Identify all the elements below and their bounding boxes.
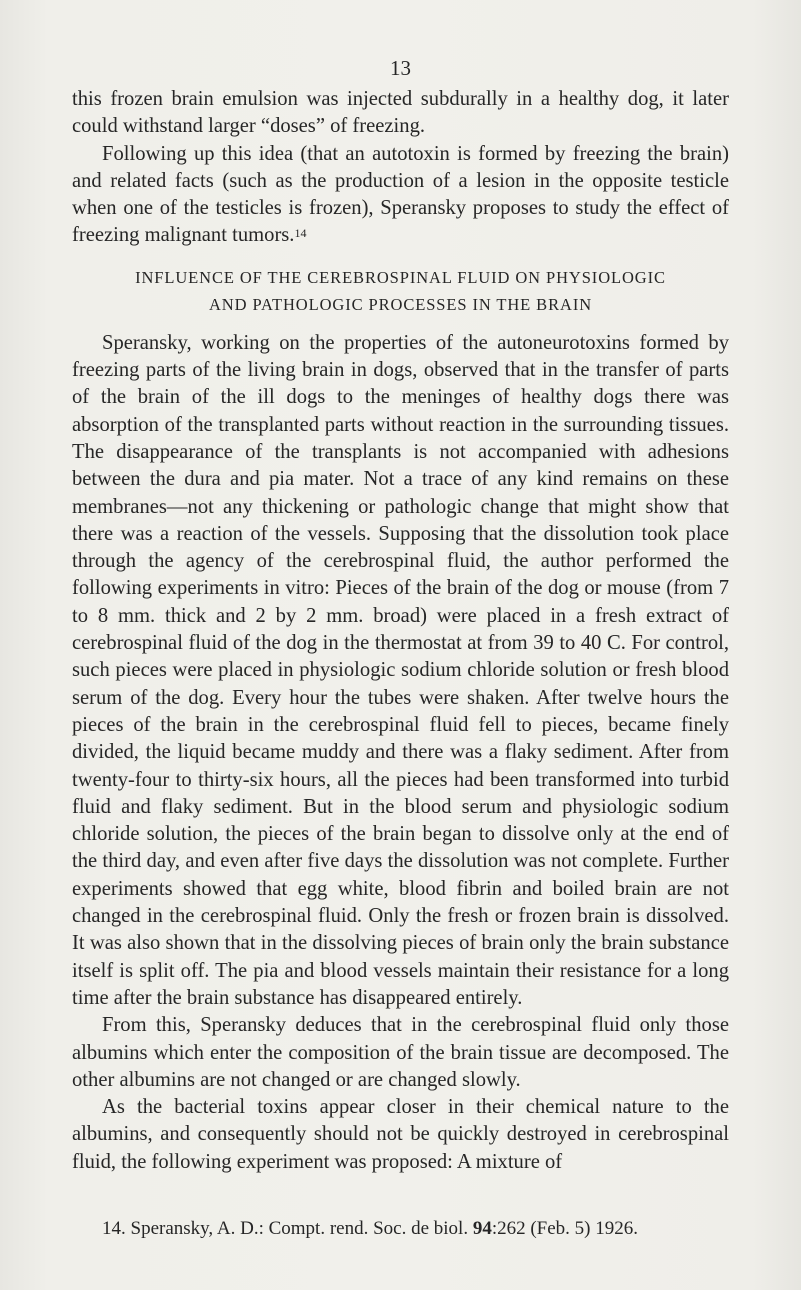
paragraph-freezing-tumors xyxy=(72,141,729,250)
paragraph-text: Following up this idea (that an autotoxin is formed by freezing the brain) and related facts (such as the production of a lesion in the opposite testicle when one of the testicles is frozen), Speransky proposes to study the effect of freezing malignant tumors. xyxy=(72,142,729,247)
footnote-volume: 94 xyxy=(472,1218,492,1239)
page-number: 13 xyxy=(390,56,411,80)
footnote xyxy=(102,1218,762,1240)
paragraph-continued: this frozen brain emulsion was injected subdurally in a healthy dog, it later could withstand larger “doses” of freezing. xyxy=(72,88,729,138)
section-heading-line-2: AND PATHOLOGIC PROCESSES IN THE BRAIN xyxy=(208,294,593,314)
paragraph-deduction: From this, Speransky deduces that in the cerebrospinal fluid only those albumins which enter the composition of the brain tissue are decomposed. The other albumins are not changed or are changed slowly. xyxy=(72,1014,729,1091)
paragraph-experiments: Speransky, working on the properties of the autoneurotoxins formed by freezing parts of the living brain in dogs, observed that in the transfer of parts of the brain of the ill dogs to the meninges of healthy dogs there was absorption of the transplanted parts without reaction in the surrounding tissues. The disappearance of the transplants is not accompanied with adhesions between the dura and pia mater. Not a trace of any kind remains on these membranes—not any thickening or pathologic change that might show that there was a reaction of the vessels. Supposing that the dissolution took place through the agency of the cerebrospinal fluid, the author performed the following experiments in vitro: Pieces of the brain of the dog or mouse (from 7 to 8 mm. thick and 2 by 2 mm. broad) were placed in a fresh extract of cerebrospinal fluid of the dog in the thermostat at from 39 to 40 C. For control, such pieces were placed in physiologic sodium chloride solution or fresh blood serum of the dog. Every hour the tubes were shaken. After twelve hours the pieces of the brain in the cerebrospinal fluid fell to pieces, became finely divided, the liquid became muddy and there was a flaky sediment. After from twenty-four to thirty-six hours, all the pieces had been transformed into turbid fluid and flaky sediment. But in the blood serum and physiologic sodium chloride solution, the pieces of the brain began to dissolve only at the end of the third day, and even after five days the dissolution was not complete. Further experiments showed that egg white, blood fibrin and boiled brain are not changed in the cerebrospinal fluid. Only the fresh or frozen brain is dissolved. It was also shown that in the dissolving pieces of brain only the brain substance itself is split off. The pia and blood vessels maintain their resistance for a long time after the brain substance has disappeared entirely. xyxy=(72,331,729,1009)
section-heading-line-1: INFLUENCE OF THE CEREBROSPINAL FLUID ON PHYSIOLOGIC xyxy=(135,267,666,287)
section-heading xyxy=(72,264,729,318)
footnote-pages-date: :262 (Feb. 5) 1926. xyxy=(491,1218,639,1239)
footnote-citation: 14. Speransky, A. D.: Compt. rend. Soc. de biol. xyxy=(102,1218,473,1239)
footnote-reference: 14 xyxy=(294,226,307,241)
paragraph-bacterial-toxins: As the bacterial toxins appear closer in their chemical nature to the albumins, and consequently should not be quickly destroyed in cerebrospinal fluid, the following experiment was proposed: A mixture of xyxy=(72,1096,729,1173)
body-text xyxy=(72,86,729,1176)
